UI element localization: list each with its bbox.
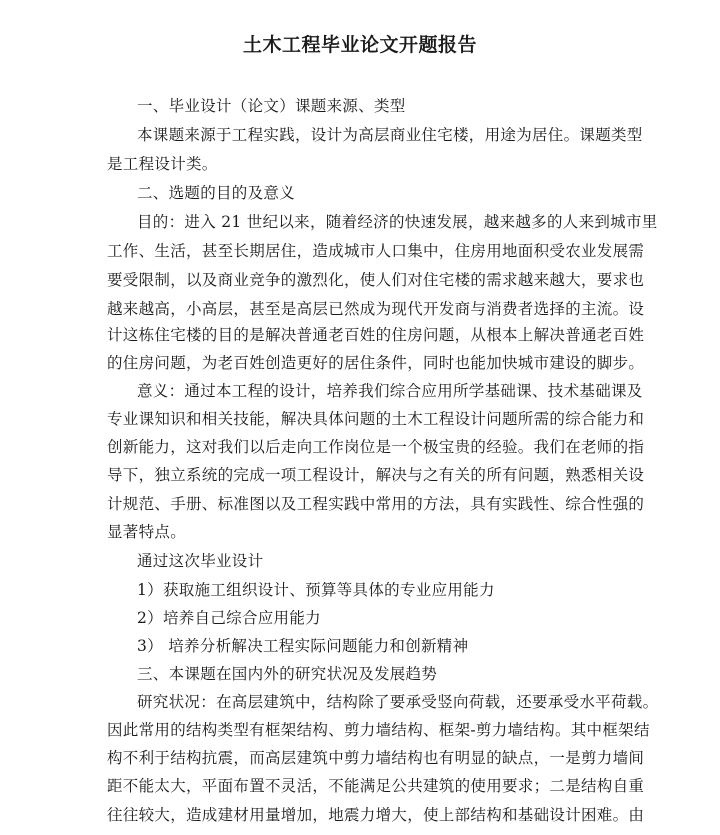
paragraph-line: 的住房问题，为老百姓创造更好的居住条件，同时也能加快城市建设的脚步。 [107,354,645,372]
paragraph-line: 是工程设计类。 [107,155,218,173]
paragraph-line: 创新能力，这对我们以后走向工作岗位是一个极宝贵的经验。我们在老师的指 [107,438,645,456]
paragraph-line: 导下，独立系统的完成一项工程设计，解决与之有关的所有问题，熟悉相关设 [107,466,645,484]
paragraph-line: 意义：通过本工程的设计，培养我们综合应用所学基础课、技术基础课及 [137,382,643,400]
paragraph-line: 计规范、手册、标准图以及工程实践中常用的方法，具有实践性、综合性强的 [107,495,645,513]
paragraph-line: 本课题来源于工程实践，设计为高层商业住宅楼，用途为居住。课题类型 [137,126,643,144]
list-item: 2）培养自己综合应用能力 [137,609,321,627]
section-heading-3: 三、本课题在国内外的研究状况及发展趋势 [137,665,438,683]
paragraph-line: 工作、生活，甚至长期居住，造成城市人口集中，住房用地面积受农业发展需 [107,242,645,260]
list-item: 1）获取施工组织设计、预算等具体的专业应用能力 [137,581,495,599]
paragraph-line: 研究状况：在高层建筑中，结构除了要承受竖向荷载，还要承受水平荷载。 [137,693,659,711]
paragraph-line: 往往较大，造成建材用量增加，地震力增大，使上部结构和基础设计困难。由 [107,806,645,824]
paragraph-line: 构不利于结构抗震，而高层建筑中剪力墙结构也有明显的缺点，一是剪力墙间 [107,749,645,767]
paragraph-line: 目的：进入 21 世纪以来，随着经济的快速发展，越来越多的人来到城市里 [137,213,658,231]
paragraph-line: 越来越高，小高层，甚至是高层已然成为现代开发商与消费者选择的主流。设 [107,300,645,318]
section-heading-1: 一、毕业设计（论文）课题来源、类型 [137,97,406,115]
paragraph-line: 因此常用的结构类型有框架结构、剪力墙结构、框架-剪力墙结构。其中框架结 [107,721,650,739]
paragraph-line: 专业课知识和相关技能，解决具体问题的土木工程设计问题所需的综合能力和 [107,410,645,428]
paragraph-line: 要受限制，以及商业竞争的激烈化，使人们对住宅楼的需求越来越大，要求也 [107,271,645,289]
section-heading-2: 二、选题的目的及意义 [137,184,296,202]
paragraph-line: 计这栋住宅楼的目的是解决普通老百姓的住房问题，从根本上解决普通老百姓 [107,326,645,344]
paragraph-line: 通过这次毕业设计 [137,552,264,570]
paragraph-line: 显著特点。 [107,523,187,541]
paragraph-line: 距不能太大，平面布置不灵活，不能满足公共建筑的使用要求；二是结构自重 [107,777,645,795]
document-title: 土木工程毕业论文开题报告 [242,34,477,56]
list-item: 3） 培养分析解决工程实际问题能力和创新精神 [137,637,469,655]
